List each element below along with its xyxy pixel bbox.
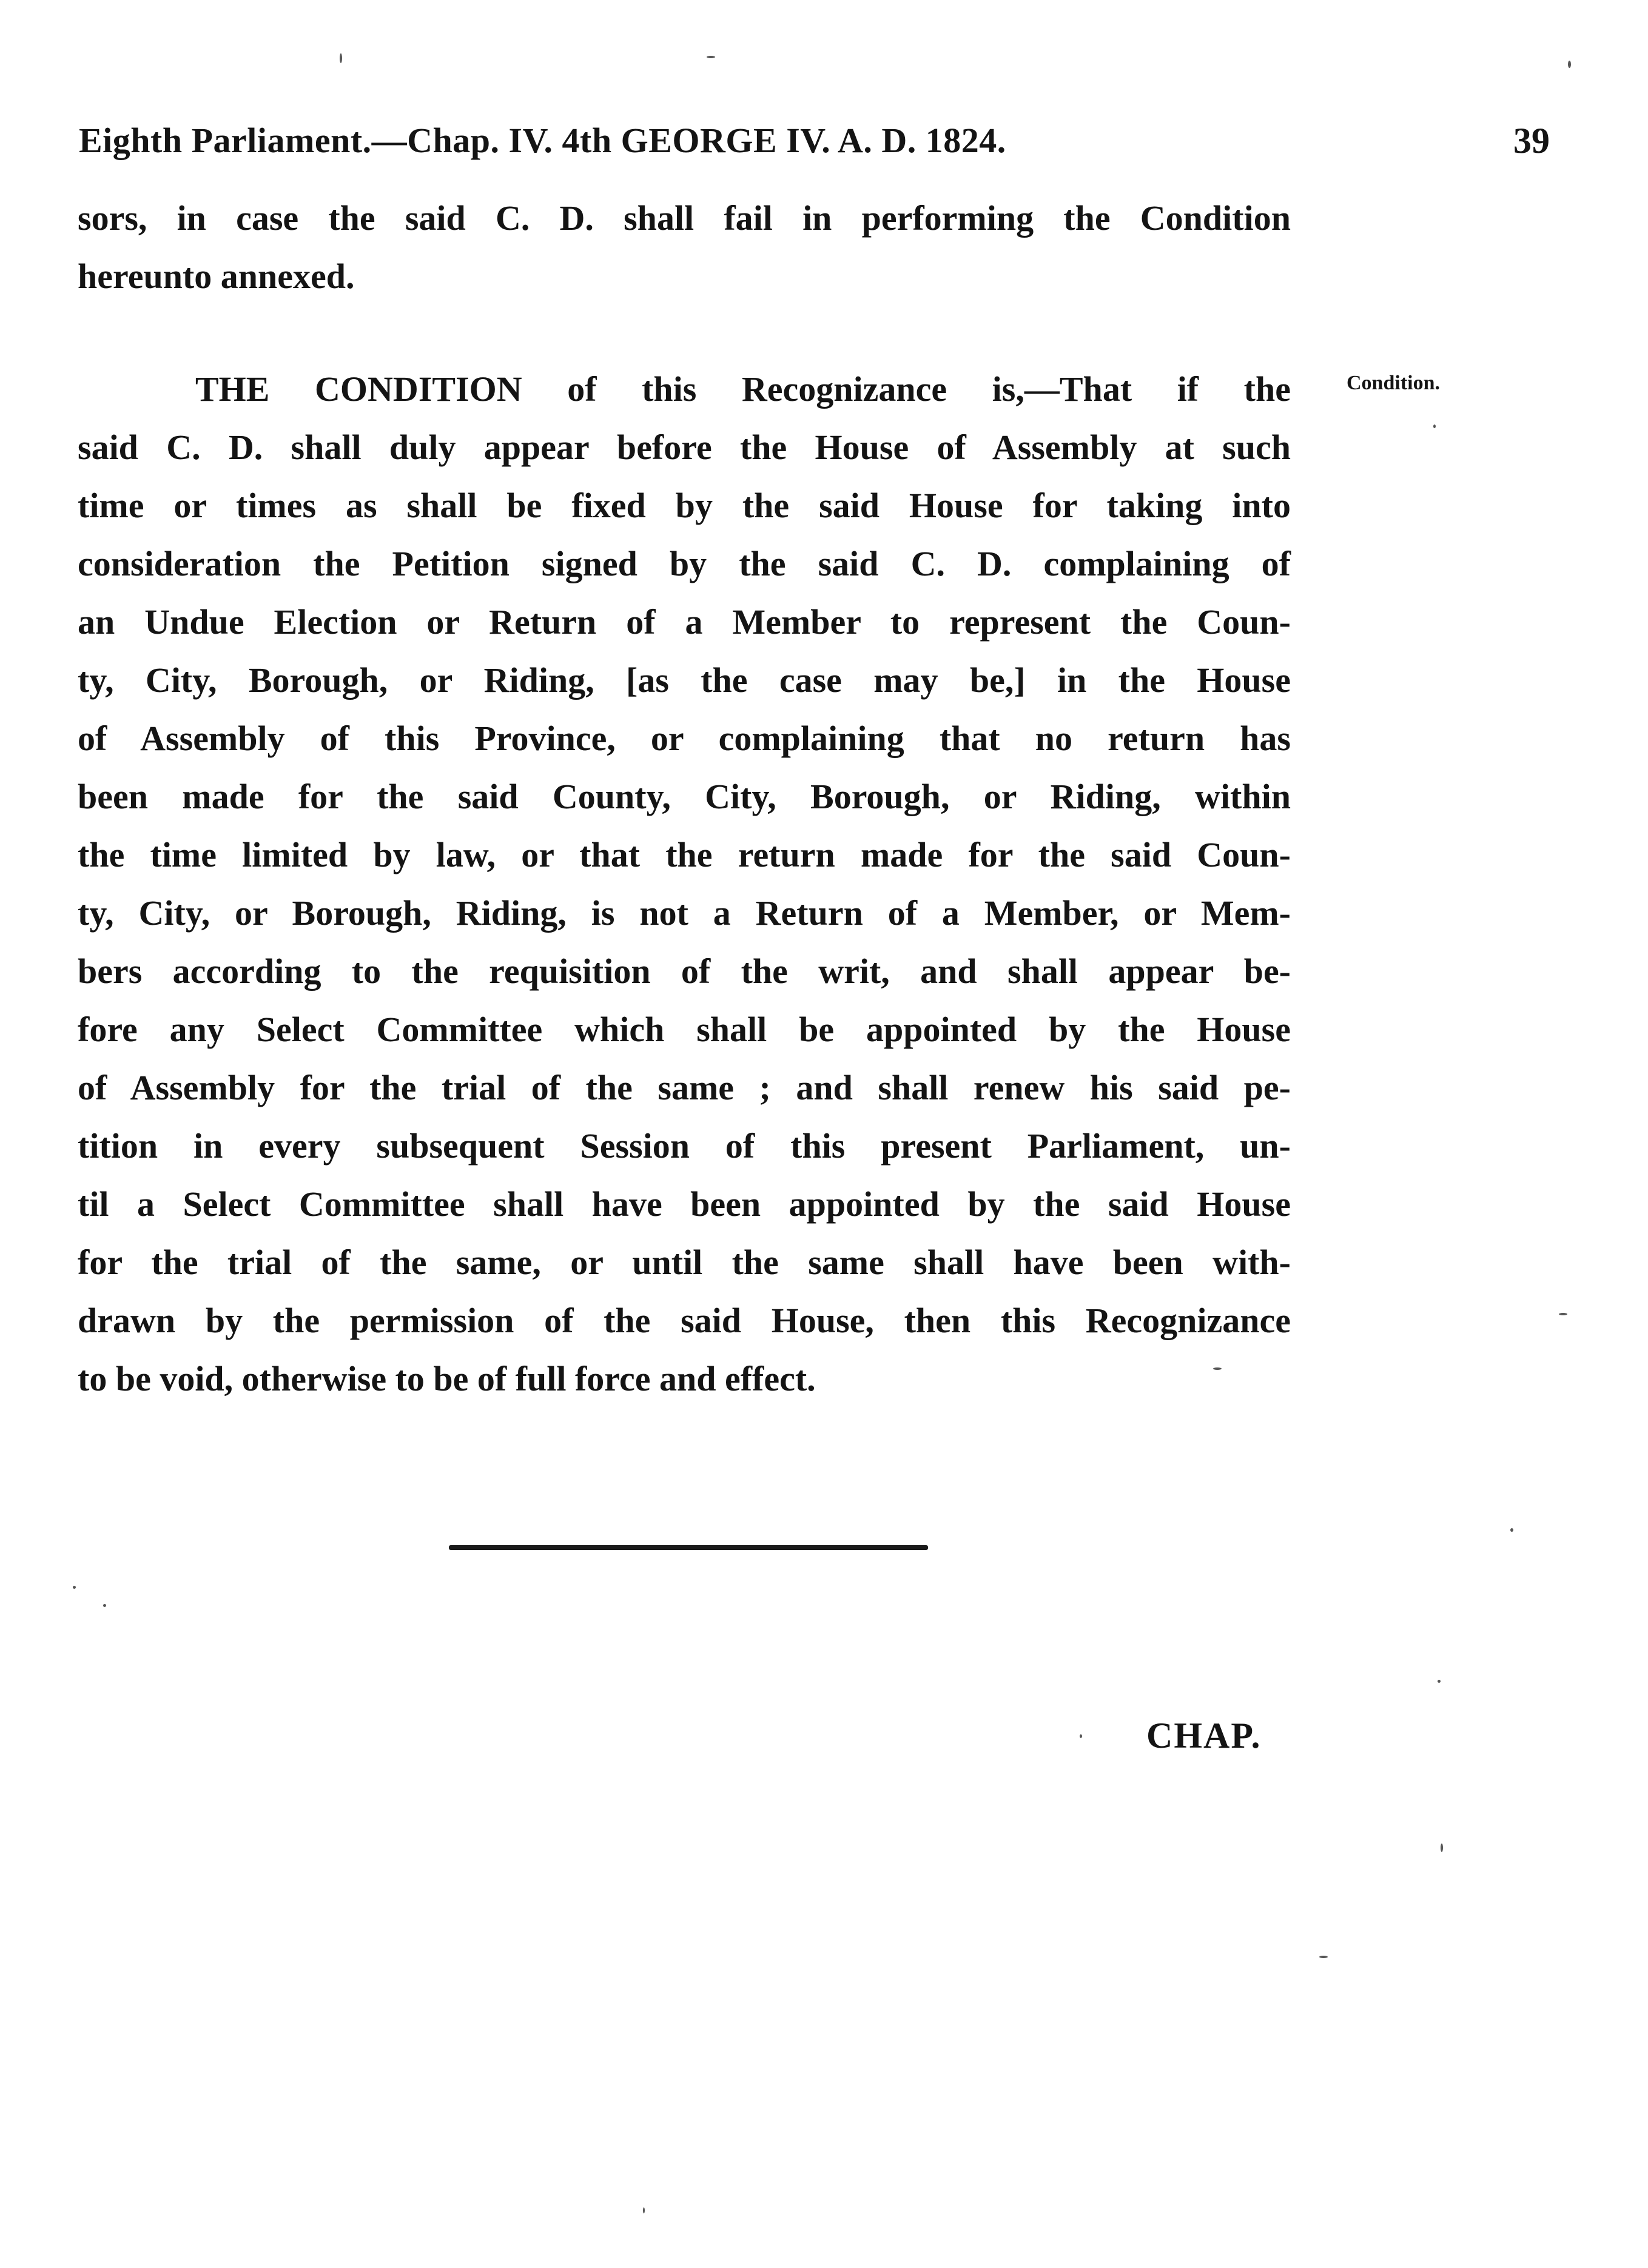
scan-speck bbox=[643, 2207, 645, 2213]
scan-speck bbox=[1319, 1956, 1328, 1958]
scan-speck bbox=[1080, 1734, 1082, 1738]
condition-line: time or times as shall be fixed by the said House for taking into bbox=[78, 486, 1291, 525]
scan-speck bbox=[1213, 1367, 1222, 1370]
scan-speck bbox=[1568, 61, 1571, 68]
condition-line: fore any Select Committee which shall be appointed by the House bbox=[78, 1010, 1291, 1049]
condition-line: THE CONDITION of this Recognizance is,—That if the bbox=[195, 369, 1291, 409]
scan-speck bbox=[73, 1586, 76, 1589]
scan-speck bbox=[1510, 1528, 1513, 1532]
scan-speck bbox=[1441, 1844, 1443, 1852]
continuation-line: hereunto annexed. bbox=[78, 257, 355, 296]
scan-speck bbox=[1559, 1313, 1567, 1315]
condition-line: bers according to the requisition of the writ, and shall appear be- bbox=[78, 951, 1291, 991]
scan-speck bbox=[340, 53, 342, 63]
condition-line: for the trial of the same, or until the same shall have been with- bbox=[78, 1243, 1291, 1282]
condition-line: ty, City, Borough, or Riding, [as the case may be,] in the House bbox=[78, 660, 1291, 700]
scan-speck bbox=[103, 1604, 106, 1607]
running-title: Eighth Parliament.—Chap. IV. 4th GEORGE IV. A. D. 1824. bbox=[79, 121, 1006, 160]
condition-line: of Assembly for the trial of the same ; and shall renew his said pe- bbox=[78, 1068, 1291, 1107]
condition-line: the time limited by law, or that the return made for the said Coun- bbox=[78, 835, 1291, 874]
margin-note-condition: Condition. bbox=[1347, 372, 1440, 394]
scan-speck bbox=[1438, 1680, 1441, 1683]
condition-line: consideration the Petition signed by the said C. D. complaining of bbox=[78, 544, 1291, 583]
condition-line: said C. D. shall duly appear before the House of Assembly at such bbox=[78, 428, 1291, 467]
condition-line: of Assembly of this Province, or complaining that no return has bbox=[78, 719, 1291, 758]
condition-line: an Undue Election or Return of a Member to represent the Coun- bbox=[78, 602, 1291, 642]
condition-line: to be void, otherwise to be of full force and effect. bbox=[78, 1359, 816, 1398]
continuation-line: sors, in case the said C. D. shall fail in performing the Condition bbox=[78, 198, 1291, 238]
condition-line: ty, City, or Borough, Riding, is not a Return of a Member, or Mem- bbox=[78, 893, 1291, 933]
scan-speck bbox=[1433, 424, 1436, 428]
condition-line: tition in every subsequent Session of this present Parliament, un- bbox=[78, 1126, 1291, 1166]
scan-speck bbox=[707, 56, 715, 58]
condition-line: drawn by the permission of the said House, then this Recognizance bbox=[78, 1301, 1291, 1340]
condition-line: til a Select Committee shall have been appointed by the said House bbox=[78, 1184, 1291, 1224]
condition-line: been made for the said County, City, Borough, or Riding, within bbox=[78, 777, 1291, 816]
page-number: 39 bbox=[1513, 121, 1550, 161]
section-divider-rule bbox=[449, 1545, 928, 1550]
catchword: CHAP. bbox=[1146, 1716, 1262, 1756]
